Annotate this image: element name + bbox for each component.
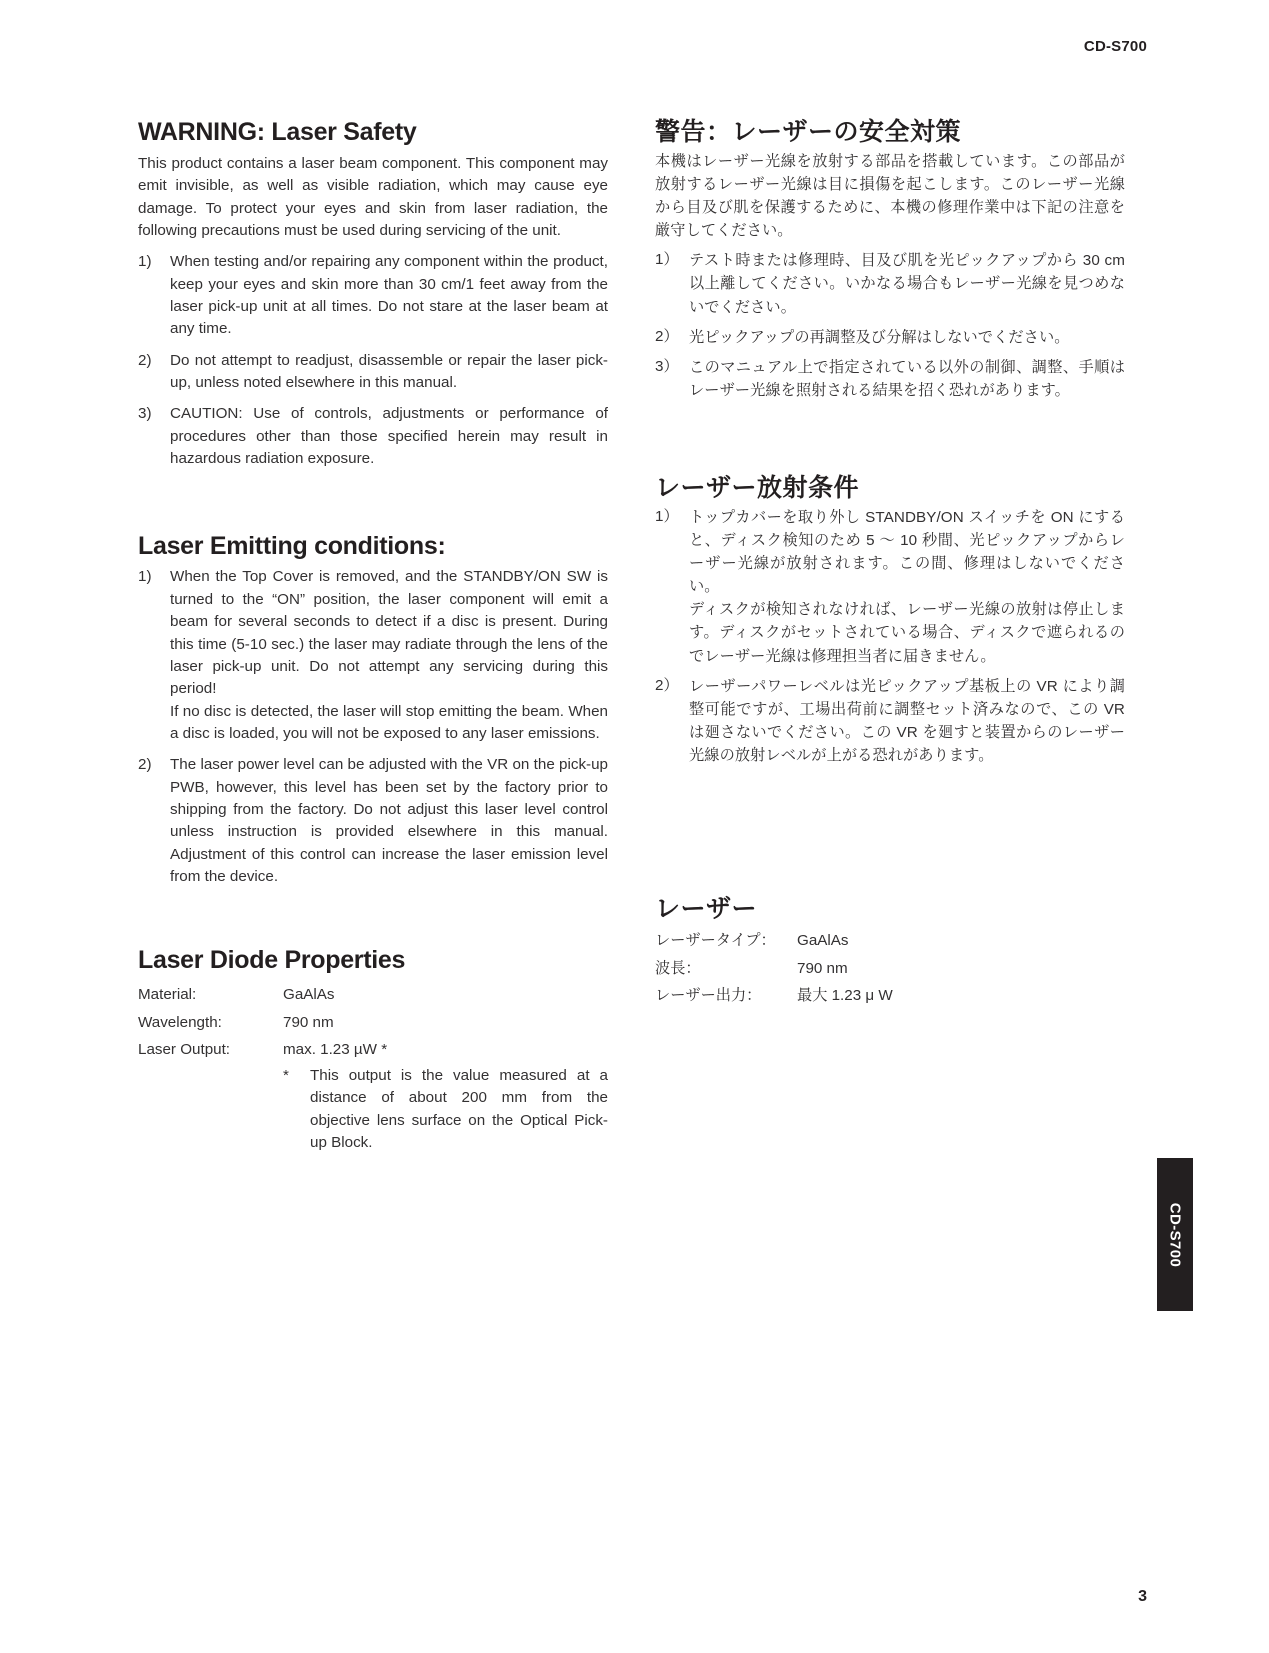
spec-label: レーザー出力： [655,987,762,1005]
right-column [655,118,1125,1010]
footnote-text: This output is the value measured at a distance of about 200 mm from the objective lens surface on the Optical Pick-up Block. [310,1066,608,1151]
left-column [138,118,608,1154]
list-marker: 1) [138,253,152,271]
laser-output-footnote [283,1065,608,1154]
list-text: ディスクが検知されなければ、レーザー光線の放射は停止します。ディスクがセットされている場合、ディスクで遮られるのでレーザー光線は修理担当者に届きません。 [689,601,1125,665]
list-text: When the Top Cover is removed, and the STANDBY/ON SW is turned to the “ON” position, the laser component will emit a beam for several seconds to detect if a disc is present. During this time (5-10 sec.) the laser may radiate through the lens of the laser pick-up unit. Do not attempt any servicing during this period! [170,568,608,698]
list-item [655,506,1125,668]
spec-value: 790 nm [797,959,848,977]
spec-value: 最大 1.23 μ W [797,987,893,1005]
list-marker: 2) [138,756,152,774]
list-text: テスト時または修理時、目及び肌を光ピックアップから 30 cm 以上離してください。いかなる場合もレーザー光線を見つめないでください。 [689,252,1125,316]
spec-label: Material: [138,986,197,1004]
list-item [655,675,1125,767]
warning-laser-safety-section-jp [655,118,1125,402]
laser-diode-properties-section [138,946,608,1154]
warning-laser-safety-list-jp [655,249,1125,402]
list-item [138,350,608,395]
laser-emitting-conditions-title-jp: レーザー放射条件 [655,473,860,502]
table-row [138,1009,608,1037]
table-row [655,955,1125,983]
warning-laser-safety-title: WARNING: Laser Safety [138,118,417,146]
table-row [138,981,608,1009]
spec-value: 790 nm [283,1013,334,1031]
laser-diode-properties-section-jp [655,895,1125,1010]
list-marker: 3) [138,405,152,423]
laser-diode-properties-title-jp: レーザー [655,894,758,923]
laser-diode-properties-title: Laser Diode Properties [138,946,406,975]
spec-label: Laser Output: [138,1041,231,1059]
list-marker: 2） [655,676,679,694]
list-item [655,249,1125,318]
list-text: トップカバーを取り外し STANDBY/ON スイッチを ON にすると、ディスク検知のため 5 ～ 10 秒間、光ピックアップからレーザー光線が放射されます。この間、修理はしないでください。 [689,508,1125,596]
list-item [655,326,1125,349]
laser-emitting-conditions-section [138,532,608,888]
header-model-number: CD-S700 [1083,38,1147,55]
laser-emitting-conditions-title: Laser Emitting conditions: [138,532,446,561]
spec-label: レーザータイプ： [655,931,776,949]
list-marker: 2) [138,351,152,369]
list-text: If no disc is detected, the laser will stop emitting the beam. When a disc is loaded, you will not be exposed to any laser emissions. [170,702,608,742]
list-item [138,403,608,470]
list-item [655,356,1125,402]
spec-value: GaAlAs [283,986,335,1004]
table-row [655,927,1125,955]
laser-emitting-conditions-section-jp [655,474,1125,767]
list-text: CAUTION: Use of controls, adjustments or performance of procedures other than those specified herein may result in hazardous radiation exposure. [170,405,608,468]
warning-laser-safety-intro-jp: 本機はレーザー光線を放射する部品を搭載しています。この部品が放射するレーザー光線は目に損傷を起こします。このレーザー光線から目及び肌を保護するために、本機の修理作業中は下記の注意を厳守してください。 [655,153,1125,240]
warning-laser-safety-list [138,251,608,470]
spec-value: GaAlAs [797,931,849,949]
list-item [138,566,608,745]
list-marker: 3） [655,357,679,375]
spec-label: 波長： [655,959,701,977]
warning-laser-safety-section [138,118,608,470]
side-tab-label: CD-S700 [1166,1202,1184,1267]
list-marker: 1） [655,251,679,269]
spec-label: Wavelength: [138,1013,222,1031]
spec-value: max. 1.23 µW * [283,1041,388,1059]
list-item [138,754,608,888]
warning-laser-safety-title-jp: 警告：レーザーの安全対策 [655,118,962,146]
list-marker: 1) [138,568,152,586]
list-text: このマニュアル上で指定されている以外の制御、調整、手順はレーザー光線を照射される結果を招く恐れがあります。 [689,358,1125,399]
table-row [138,1036,608,1064]
list-text: 光ピックアップの再調整及び分解はしないでください。 [689,328,1070,346]
laser-emitting-conditions-list [138,566,608,888]
laser-emitting-conditions-list-jp [655,506,1125,767]
warning-laser-safety-intro: This product contains a laser beam component. This component may emit invisible, as well as visible radiation, which may cause eye damage. To protect your eyes and skin from laser radiation, the following precautions must be used during servicing of the unit. [138,155,608,240]
list-text: When testing and/or repairing any component within the product, keep your eyes and skin more than 30 cm/1 feet away from the laser pick-up unit at all times. Do not stare at the laser beam at any time. [170,253,608,338]
list-marker: 2） [655,327,679,345]
list-item [138,251,608,340]
laser-diode-spec-table [138,981,608,1064]
list-marker: 1） [655,507,679,525]
page-number: 3 [1138,1588,1147,1605]
side-tab [1157,1158,1193,1311]
list-text: Do not attempt to readjust, disassemble or repair the laser pick-up, unless noted elsewhere in this manual. [170,351,608,392]
list-text: レーザーパワーレベルは光ピックアップ基板上の VR により調整可能ですが、工場出荷前に調整セット済みなので、この VR は廻さないでください。この VR を廻すと装置からのレーザー光線の放射レベルが上がる恐れがあります。 [689,677,1125,764]
table-row [655,982,1125,1010]
laser-diode-spec-table-jp [655,927,1125,1010]
list-text: The laser power level can be adjusted with the VR on the pick-up PWB, however, this level has been set by the factory prior to shipping from the factory. Do not adjust this laser level control unless instruction is provided elsewhere in this manual. Adjustment of this control can increase the laser emission level from the device. [170,756,608,885]
footnote-marker: * [283,1066,289,1084]
